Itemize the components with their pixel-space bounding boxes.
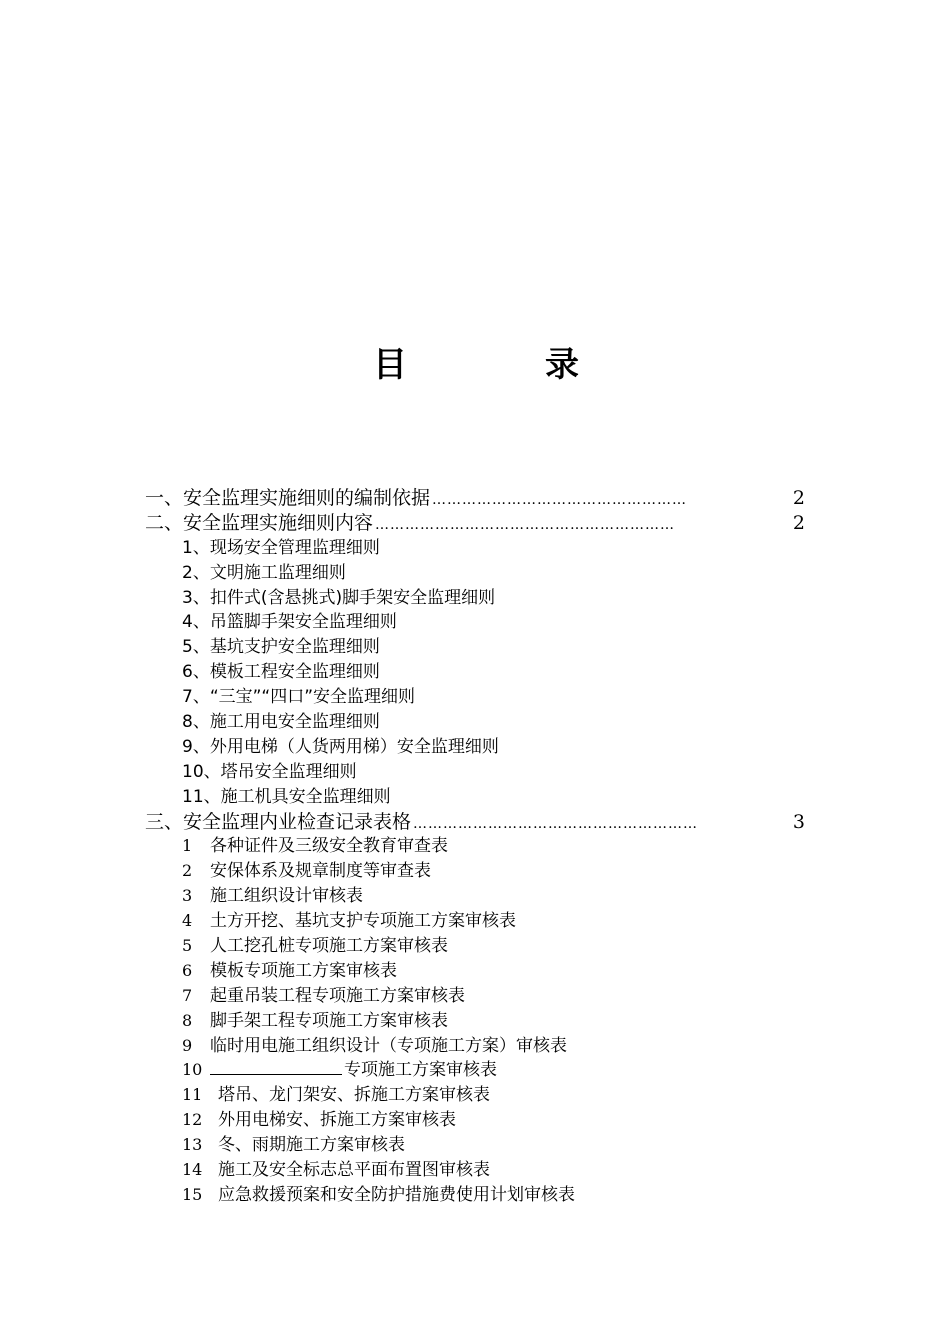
toc-item[interactable]: 11、施工机具安全监理细则 bbox=[182, 786, 391, 807]
item-number: 1 bbox=[182, 836, 193, 856]
dot-leader: ………………………………………………… bbox=[413, 815, 699, 832]
item-number: 15 bbox=[182, 1184, 203, 1204]
toc-form-item[interactable] bbox=[145, 1034, 805, 1059]
toc-item[interactable]: 2、文明施工监理细则 bbox=[182, 562, 346, 583]
item-text: 临时用电施工组织设计（专项施工方案）审核表 bbox=[210, 1035, 567, 1056]
toc-item[interactable]: 10、塔吊安全监理细则 bbox=[182, 761, 357, 782]
item-text: 土方开挖、基坑支护专项施工方案审核表 bbox=[210, 911, 516, 932]
page-title bbox=[0, 340, 950, 390]
toc-form-item[interactable] bbox=[145, 834, 805, 859]
item-number: 10 bbox=[182, 1060, 203, 1080]
toc-item[interactable]: 8、施工用电安全监理细则 bbox=[182, 712, 380, 733]
toc-form-item[interactable] bbox=[145, 1083, 805, 1108]
item-number: 4 bbox=[182, 911, 193, 931]
toc-form-item[interactable] bbox=[145, 884, 805, 909]
item-text: 人工挖孔桩专项施工方案审核表 bbox=[210, 936, 448, 957]
toc-item[interactable]: 7、“三宝”“四口”安全监理细则 bbox=[182, 687, 416, 708]
item-number: 9 bbox=[182, 1035, 193, 1055]
toc-item[interactable]: 1、现场安全管理监理细则 bbox=[182, 537, 380, 558]
toc-item[interactable]: 5、基坑支护安全监理细则 bbox=[182, 637, 380, 658]
item-number: 5 bbox=[182, 936, 193, 956]
page-number: 3 bbox=[792, 810, 805, 833]
toc-form-item[interactable] bbox=[145, 1133, 805, 1158]
item-text: 施工组织设计审核表 bbox=[210, 886, 363, 907]
item-text: 施工及安全标志总平面布置图审核表 bbox=[218, 1160, 490, 1181]
toc-item[interactable]: 3、扣件式(含悬挑式)脚手架安全监理细则 bbox=[182, 587, 496, 608]
item-text: 专项施工方案审核表 bbox=[344, 1060, 497, 1081]
item-number: 7 bbox=[182, 985, 193, 1005]
toc-item[interactable]: 6、模板工程安全监理细则 bbox=[182, 662, 380, 683]
item-text: 冬、雨期施工方案审核表 bbox=[218, 1135, 405, 1156]
item-number: 12 bbox=[182, 1110, 203, 1130]
toc-form-item[interactable] bbox=[145, 984, 805, 1009]
item-text: 安保体系及规章制度等审查表 bbox=[210, 861, 431, 882]
section-label: 三、安全监理内业检查记录表格 bbox=[145, 810, 412, 833]
section-label: 一、安全监理实施细则的编制依据 bbox=[145, 487, 431, 509]
toc-form-item[interactable] bbox=[145, 859, 805, 884]
item-number: 8 bbox=[182, 1010, 193, 1030]
item-number: 6 bbox=[182, 960, 193, 980]
item-number: 11 bbox=[182, 1085, 203, 1105]
toc-form-item[interactable] bbox=[145, 1108, 805, 1133]
table-of-contents bbox=[145, 486, 805, 1208]
toc-section-3[interactable] bbox=[145, 810, 805, 835]
toc-form-item[interactable] bbox=[145, 959, 805, 984]
item-text: 应急救援预案和安全防护措施费使用计划审核表 bbox=[218, 1184, 575, 1205]
title-char-1: 目 bbox=[373, 345, 407, 385]
item-text: 起重吊装工程专项施工方案审核表 bbox=[210, 985, 465, 1006]
page-number: 2 bbox=[792, 511, 805, 534]
dot-leader: …………………………………………… bbox=[432, 492, 688, 508]
toc-form-item[interactable] bbox=[145, 934, 805, 959]
toc-form-item[interactable] bbox=[145, 909, 805, 934]
section-label: 二、安全监理实施细则内容 bbox=[145, 511, 374, 534]
item-number: 2 bbox=[182, 861, 193, 881]
toc-item[interactable]: 4、吊篮脚手架安全监理细则 bbox=[182, 612, 397, 633]
item-text: 塔吊、龙门架安、拆施工方案审核表 bbox=[218, 1085, 490, 1106]
title-char-2: 录 bbox=[545, 345, 579, 385]
toc-section-2[interactable] bbox=[145, 511, 805, 536]
item-text: 模板专项施工方案审核表 bbox=[210, 960, 397, 981]
item-text: 脚手架工程专项施工方案审核表 bbox=[210, 1010, 448, 1031]
toc-form-item[interactable] bbox=[145, 1158, 805, 1183]
toc-form-item[interactable] bbox=[145, 1009, 805, 1034]
item-number: 3 bbox=[182, 886, 193, 906]
toc-section-1[interactable] bbox=[145, 486, 805, 511]
item-number: 14 bbox=[182, 1160, 203, 1180]
item-text: 外用电梯安、拆施工方案审核表 bbox=[218, 1110, 456, 1131]
fill-in-blank bbox=[210, 1058, 342, 1075]
page-number: 2 bbox=[792, 487, 805, 509]
toc-form-item[interactable] bbox=[145, 1183, 805, 1208]
dot-leader: …………………………………………………… bbox=[375, 516, 676, 533]
toc-form-item[interactable] bbox=[145, 1058, 805, 1083]
item-number: 13 bbox=[182, 1135, 203, 1155]
toc-item[interactable]: 9、外用电梯（人货两用梯）安全监理细则 bbox=[182, 736, 499, 757]
item-text: 各种证件及三级安全教育审查表 bbox=[210, 836, 448, 857]
